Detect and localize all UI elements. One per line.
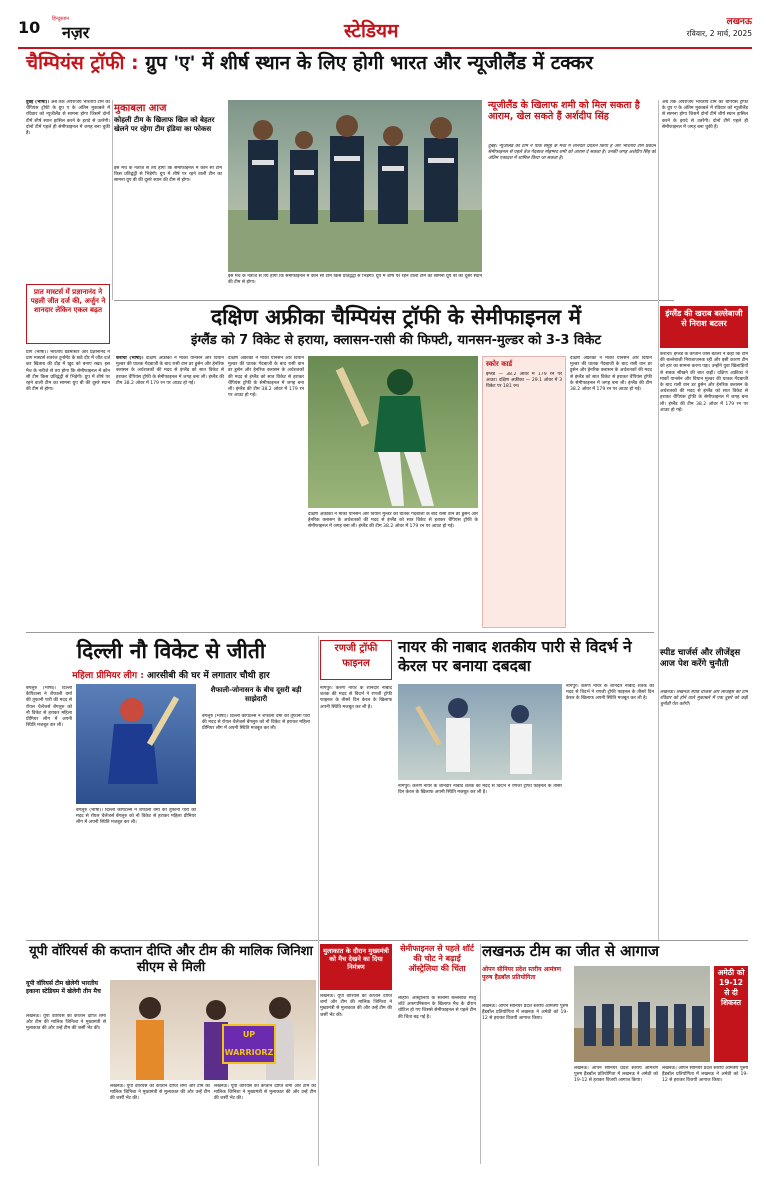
lucknow-team-illustration xyxy=(574,966,710,1062)
top-story-col2 xyxy=(114,166,222,276)
lucknow-sub: ओपन सीनियर प्रदेश स्तरीय आमंत्रण पुरुष हैंडबॉल प्रतियोगिता xyxy=(482,966,561,981)
delhi-subhead: महिला प्रीमियर लीग : आरसीबी की घर में लगातार चौथी हार xyxy=(72,671,270,681)
delhi-body-col3: बेंगलुरु (भाषा)। दिल्ली कैपिटल्स ने शैफाली वर्मा की तूफानी पारी की मदद से रॉयल चैलेंजर्स बेंगलुरु को नौ विकेट से हराकर महिला प्रीमियर लीग में अपनी स्थिति मजबूत कर ली। xyxy=(202,714,310,732)
sa-body-col4: दक्षिण अफ्रीका ने मार्को यानसेन और वियान मुल्डर की घातक गेंदबाजी के बाद रासी वान डर डुसेन और हेनरिक क्लासन के अर्धशतकों की मदद से इंग्लैंड को सात विकेट से हराकर चैंपियंस ट्रॉफी के सेमीफाइनल में जगह बना ली। इंग्लैंड की टीम 38.2 ओवर में 179 रन पर आउट हो गई। xyxy=(570,356,652,393)
sa-subhead: इंग्लैंड को 7 विकेट से हराया, क्लासन-रासी की फिफ्टी, यानसन-मुल्डर को 3-3 विकेट xyxy=(190,333,602,348)
section-title: स्टेडियम xyxy=(344,20,399,42)
ranji-tag: रणजी ट्रॉफी फाइनल xyxy=(320,640,392,680)
divider-1 xyxy=(114,300,674,301)
top-sidebar xyxy=(114,100,222,160)
paper-small-name: हिन्दुस्तान xyxy=(52,16,70,22)
top-right-headline: न्यूजीलैंड के खिलाफ शमी को मिल सकता है आराम, खेल सकते हैं अर्शदीप सिंह xyxy=(488,100,640,122)
batsman-illustration xyxy=(308,356,478,508)
scoreboard-body: इंग्लैंड — 38.2 ओवर में 179 रन पर आउट। दक्षिण अफ्रीका — 29.1 ओवर में 3 विकेट पर 181 रन। xyxy=(486,372,562,390)
speed-headline: स्पीड चार्जर्स और लीजेंड्स आज पेश करेंगे चुनौती xyxy=(660,648,741,669)
top-headline-prefix: चैम्पियंस ट्रॉफी : xyxy=(26,52,139,74)
top-right-body: दुबई। न्यूजीलैंड की टीम ने पाक समूह के मैचों में शानदार प्रदर्शन किया है और भारतीय टीम प्रबंधन सेमीफाइनल से पहले तेज गेंदबाज मोहम्मद शमी को आराम दे सकता है। उनकी जगह अर्शदीप सिंह को अंतिम एकादश में शामिल किया जा सकता है। xyxy=(488,144,656,162)
sa-dateline: कराची (भाषा)। xyxy=(116,356,144,361)
top-story-col1 xyxy=(26,100,110,276)
top-right-headline-box xyxy=(488,100,656,140)
ranji-body-col2: नागपुर। करुण नायर के शानदार नाबाद शतक की मदद से विदर्भ ने रणजी ट्रॉफी फाइनल के तीसरे दिन केरल के खिलाफ अपनी स्थिति मजबूत कर ली है। xyxy=(398,784,562,796)
top-headline xyxy=(26,54,746,74)
top-para1: अब तक अपराजेय भारतीय टीम का चैंपियंस ट्रॉफी के ग्रुप ए के अंतिम मुकाबले में रविवार को न्यूजीलैंड से सामना होगा जिसमें दोनों टीमें शीर्ष स्थान हासिल करने के इरादे से उतरेंगी। दोनों टीमें पहले ही सेमीफाइनल में जगह बना चुकी हैं। xyxy=(26,100,110,137)
ranji-photo xyxy=(398,684,562,780)
top-sidebar-title: मुकाबला आज xyxy=(114,103,167,114)
top-far-right-body: अब तक अपराजेय भारतीय टीम का चैंपियंस ट्रॉफी के ग्रुप ए के अंतिम मुकाबले में रविवार को न्यूजीलैंड से सामना होगा जिसमें दोनों टीमें शीर्ष स्थान हासिल करने के इरादे से उतरेंगी। दोनों टीमें पहले ही सेमीफाइनल में जगह बना चुकी हैं। xyxy=(662,100,748,130)
sa-headline: दक्षिण अफ्रीका चैम्पियंस ट्रॉफी के सेमीफाइनल में xyxy=(210,305,582,329)
col-rule-a xyxy=(112,100,113,300)
lucknow-team-photo xyxy=(574,966,710,1062)
up-body-col2: लखनऊ। यूपी वॉरियर्स की कप्तान दीप्ति शर्मा और टीम की मालिक जिनिशा ने मुख्यमंत्री से मुलाकात की और उन्हें टीम की जर्सी भेंट की। xyxy=(110,1084,210,1102)
ranji-body-col3: नागपुर। करुण नायर के शानदार नाबाद शतक की मदद से विदर्भ ने रणजी ट्रॉफी फाइनल के तीसरे दिन केरल के खिलाफ अपनी स्थिति मजबूत कर ली है। xyxy=(566,684,654,702)
top-story-under-photo: इस मैच के नतीजे से तय होगा कि सेमीफाइनल में कौन सी टीम किस प्रतिद्वंद्वी से भिड़ेगी। ग्रुप में शीर्ष पर रहने वाली टीम का सामना ग्रुप बी की दूसरे स्थान की टीम से होगा। xyxy=(228,274,482,286)
col-rule-d xyxy=(480,944,481,1164)
ranji-headline: नायर की नाबाद शतकीय पारी से विदर्भ ने केरल पर बनाया दबदबा xyxy=(398,638,632,675)
issue-date: रविवार, 2 मार्च, 2025 xyxy=(686,29,752,38)
col-rule-c xyxy=(318,636,319,1166)
wpl-player-photo xyxy=(76,684,196,804)
lucknow-body-col2: लखनऊ। ओपन सीनियर प्रदेश स्तरीय आमंत्रण पुरुष हैंडबॉल प्रतियोगिता में लखनऊ ने अमेठी को 19-12 से हराकर विजयी आगाज किया। xyxy=(574,1066,658,1084)
scoreboard-box xyxy=(482,356,566,628)
page-number: 10 xyxy=(18,18,41,37)
delhi-sidebar: शैफाली-जोनासन के बीच दूसरी बड़ी साझेदारी xyxy=(210,686,302,703)
up-photo-caption: यूपी वॉरियर्स टीम खेलेगी भारतीय इकाना स्टेडियम में खेलेगी तीन मैच xyxy=(26,980,101,995)
wpl-player-illustration xyxy=(76,684,196,804)
up-headline: यूपी वॉरियर्स की कप्तान दीप्ति और टीम की मालिक जिनिशा सीएम से मिली xyxy=(29,944,313,975)
top-pull-quote-box xyxy=(26,284,110,344)
city-name: लखनऊ xyxy=(726,17,752,27)
divider-3 xyxy=(26,940,748,941)
paper-name: नज़र xyxy=(62,23,90,42)
ranji-players-illustration xyxy=(398,684,562,780)
delhi-headline: दिल्ली नौ विकेट से जीती xyxy=(76,639,266,663)
masthead-rule xyxy=(18,47,752,49)
sa-body-col1 xyxy=(116,356,224,628)
ranji-body-col1: नागपुर। करुण नायर के शानदार नाबाद शतक की मदद से विदर्भ ने रणजी ट्रॉफी फाइनल के तीसरे दिन केरल के खिलाफ अपनी स्थिति मजबूत कर ली है। xyxy=(320,686,392,710)
top-para2: इस मैच के नतीजे से तय होगा कि सेमीफाइनल में कौन सी टीम किस प्रतिद्वंद्वी से भिड़ेगी। ग्रुप में शीर्ष पर रहने वाली टीम का सामना ग्रुप बी की दूसरे स्थान की टीम से होगा। xyxy=(114,166,222,184)
prag-story-body: प्राग (भाषा)। भारतीय ग्रैंडमास्टर आर प्रज्ञानानंद ने प्राग मास्टर्स शतरंज टूर्नामेंट के छठे दौर में जीत दर्ज कर खिताब की दौड़ में खुद को बनाए रखा। इस मैच के नतीजे से तय होगा कि सेमीफाइनल में कौन सी टीम किस प्रतिद्वंद्वी से भिड़ेगी। ग्रुप में शीर्ष पर रहने वाली टीम का सामना ग्रुप बी की दूसरे स्थान की टीम से होगा। xyxy=(26,350,110,393)
lucknow-body-col3: लखनऊ। ओपन सीनियर प्रदेश स्तरीय आमंत्रण पुरुष हैंडबॉल प्रतियोगिता में लखनऊ ने अमेठी को 19-12 से हराकर विजयी आगाज किया। xyxy=(662,1066,748,1084)
delhi-body-col2: बेंगलुरु (भाषा)। दिल्ली कैपिटल्स ने शैफाली वर्मा की तूफानी पारी की मदद से रॉयल चैलेंजर्स बेंगलुरु को नौ विकेट से हराकर महिला प्रीमियर लीग में अपनी स्थिति मजबूत कर ली। xyxy=(76,808,196,826)
batsman-photo xyxy=(308,356,478,508)
lucknow-headline: लखनऊ टीम का जीत से आगाज xyxy=(482,942,659,960)
top-sidebar-sub: कोहली टीम के खिलाफ खिल को बेहतर खेलने पर रहेगा टीम इंडिया का फोकस xyxy=(114,116,215,133)
sa-body-col3: दक्षिण अफ्रीका ने मार्को यानसेन और वियान मुल्डर की घातक गेंदबाजी के बाद रासी वान डर डुसेन और हेनरिक क्लासन के अर्धशतकों की मदद से इंग्लैंड को सात विकेट से हराकर चैंपियंस ट्रॉफी के सेमीफाइनल में जगह बना ली। इंग्लैंड की टीम 38.2 ओवर में 179 रन पर आउट हो गई। xyxy=(308,512,478,530)
team-practice-photo xyxy=(228,100,482,272)
speed-body: लखनऊ। लखनऊ स्पीड चार्जर्स और लीजेंड्स की टीमें रविवार को होने वाले मुकाबले में एक दूसरे को कड़ी चुनौती पेश करेंगी। xyxy=(660,690,748,708)
butler-sidebar-body: कराची। इंग्लैंड के कप्तान जोस बटलर ने कहा कि टीम की बल्लेबाजी निराशाजनक रही और इसी कारण टीम को हार का सामना करना पड़ा। उन्होंने युवा खिलाड़ियों से सबक सीखने की बात कही। दक्षिण अफ्रीका ने मार्को यानसेन और वियान मुल्डर की घातक गेंदबाजी के बाद रासी वान डर डुसेन और हेनरिक क्लासन के अर्धशतकों की मदद से इंग्लैंड को सात विकेट से हराकर चैंपियंस ट्रॉफी के सेमीफाइनल में जगह बना ली। इंग्लैंड की टीम 38.2 ओवर में 179 रन पर आउट हो गई। xyxy=(660,352,748,413)
lucknow-body-col1: लखनऊ। ओपन सीनियर प्रदेश स्तरीय आमंत्रण पुरुष हैंडबॉल प्रतियोगिता में लखनऊ ने अमेठी को 19-12 से हराकर विजयी आगाज किया। xyxy=(482,1004,568,1022)
up-body-col1: लखनऊ। यूपी वॉरियर्स की कप्तान दीप्ति शर्मा और टीम की मालिक जिनिशा ने मुख्यमंत्री से मुलाकात की और उन्हें टीम की जर्सी भेंट की। xyxy=(26,1014,106,1032)
up-body-col3: लखनऊ। यूपी वॉरियर्स की कप्तान दीप्ति शर्मा और टीम की मालिक जिनिशा ने मुख्यमंत्री से मुलाकात की और उन्हें टीम की जर्सी भेंट की। xyxy=(214,1084,316,1102)
up-cm-illustration xyxy=(110,980,316,1080)
semi-headline: सेमीफाइनल से पहले शॉर्ट की चोट ने बढ़ाई ऑस्ट्रेलिया की चिंता xyxy=(400,944,474,973)
sa-body: दक्षिण अफ्रीका ने मार्को यानसेन और वियान मुल्डर की घातक गेंदबाजी के बाद रासी वान डर डुसेन और हेनरिक क्लासन के अर्धशतकों की मदद से इंग्लैंड को सात विकेट से हराकर चैंपियंस ट्रॉफी के सेमीफाइनल में जगह बना ली। इंग्लैंड की टीम 38.2 ओवर में 179 रन पर आउट हो गई। xyxy=(116,356,224,386)
scoreboard-title: स्कोर कार्ड xyxy=(486,360,513,368)
up-cm-photo xyxy=(110,980,316,1080)
up-warriorz-sign: UP WARRIORZ xyxy=(222,1024,276,1064)
players-illustration xyxy=(228,100,482,272)
top-headline-main: ग्रुप 'ए' में शीर्ष स्थान के लिए होगी भारत और न्यूजीलैंड में टक्कर xyxy=(145,52,594,74)
divider-2 xyxy=(26,632,654,633)
top-pull-quote: प्रात मास्टर्स में प्रज्ञानानंद ने पहली जीत दर्ज की, अर्जुन ने शानदार लेकिन एकल बढ़त xyxy=(30,288,106,314)
semi-body: लाहौर। ऑस्ट्रेलिया के सलामी बल्लेबाज मैथ्यू शॉर्ट अफगानिस्तान के खिलाफ मैच के दौरान चोटिल हो गए जिससे सेमीफाइनल से पहले टीम की चिंता बढ़ गई है। xyxy=(398,996,476,1020)
sa-body-col2: दक्षिण अफ्रीका ने मार्को यानसेन और वियान मुल्डर की घातक गेंदबाजी के बाद रासी वान डर डुसेन और हेनरिक क्लासन के अर्धशतकों की मदद से इंग्लैंड को सात विकेट से हराकर चैंपियंस ट्रॉफी के सेमीफाइनल में जगह बना ली। इंग्लैंड की टीम 38.2 ओवर में 179 रन पर आउट हो गई। xyxy=(228,356,304,399)
col-rule-b xyxy=(658,100,659,940)
top-dateline: दुबई (भाषा)। xyxy=(26,100,50,105)
delhi-body-col1: बेंगलुरु (भाषा)। दिल्ली कैपिटल्स ने शैफाली वर्मा की तूफानी पारी की मदद से रॉयल चैलेंजर्स बेंगलुरु को नौ विकेट से हराकर महिला प्रीमियर लीग में अपनी स्थिति मजबूत कर ली। xyxy=(26,686,72,729)
up-sidebar: मुलाकात के दौरान मुख्यमंत्री को मैच देखने का दिया निमंत्रण xyxy=(320,944,392,990)
lucknow-badge: अमेठी को 19-12 से दी शिकस्त xyxy=(714,966,748,1062)
up-body-col4: लखनऊ। यूपी वॉरियर्स की कप्तान दीप्ति शर्मा और टीम की मालिक जिनिशा ने मुख्यमंत्री से मुलाकात की और उन्हें टीम की जर्सी भेंट की। xyxy=(320,994,392,1018)
butler-sidebar-head: इंग्लैंड की खराब बल्लेबाजी से निराश बटलर xyxy=(660,306,748,348)
masthead xyxy=(18,14,752,44)
